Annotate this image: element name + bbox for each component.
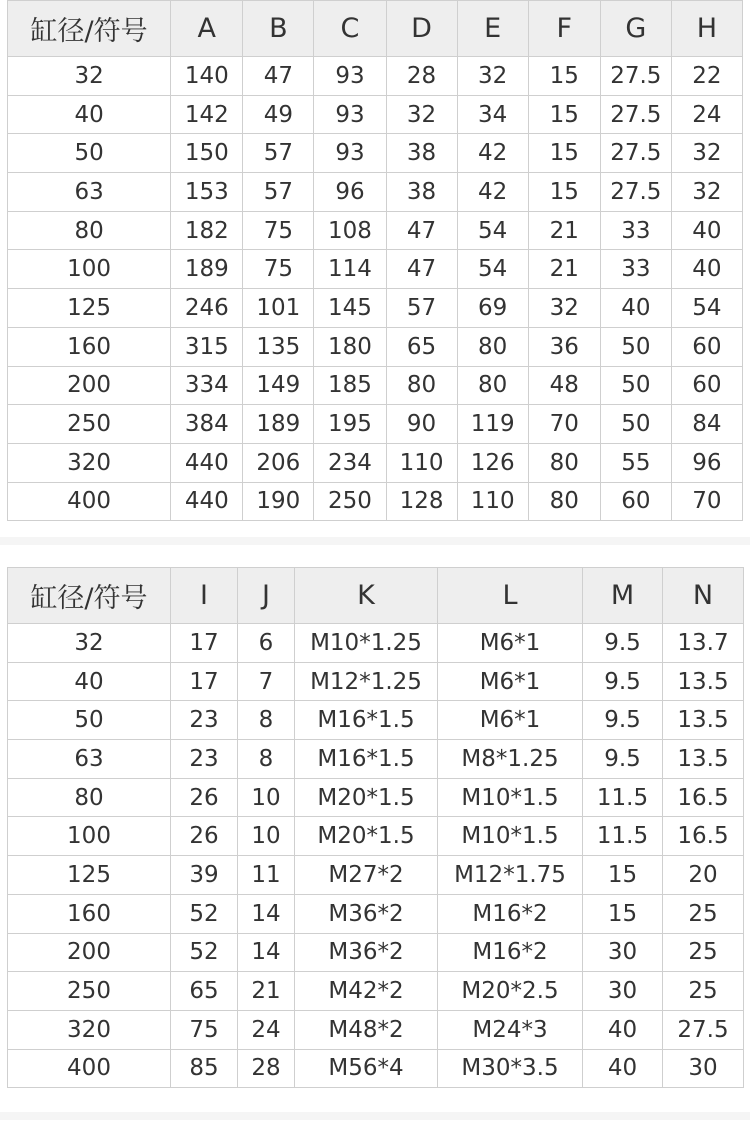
header-m: M — [583, 568, 663, 624]
value-cell: 15 — [528, 57, 600, 96]
value-cell: 119 — [457, 405, 528, 444]
value-cell: M16*2 — [438, 894, 583, 933]
value-cell: 246 — [171, 289, 243, 328]
value-cell: M16*1.5 — [295, 740, 438, 779]
header-f: F — [528, 1, 600, 57]
value-cell: 65 — [386, 327, 457, 366]
value-cell: 8 — [238, 701, 295, 740]
bore-cell: 32 — [8, 57, 171, 96]
table-row — [8, 662, 744, 701]
value-cell: 15 — [528, 134, 600, 173]
table-row — [8, 933, 744, 972]
dimension-table-i-n — [7, 567, 744, 1088]
header-d: D — [386, 1, 457, 57]
value-cell: 20 — [663, 856, 744, 895]
value-cell: 8 — [238, 740, 295, 779]
value-cell: M12*1.75 — [438, 856, 583, 895]
table-row — [8, 972, 744, 1011]
value-cell: 15 — [583, 894, 663, 933]
header-e: E — [457, 1, 528, 57]
bore-cell: 250 — [8, 405, 171, 444]
section-divider — [0, 1112, 750, 1120]
value-cell: 80 — [457, 366, 528, 405]
value-cell: 32 — [457, 57, 528, 96]
value-cell: M10*1.5 — [438, 778, 583, 817]
bore-cell: 63 — [8, 740, 171, 779]
value-cell: 24 — [671, 95, 742, 134]
header-c: C — [314, 1, 386, 57]
value-cell: 15 — [583, 856, 663, 895]
table-row — [8, 211, 743, 250]
value-cell: 315 — [171, 327, 243, 366]
value-cell: 9.5 — [583, 701, 663, 740]
value-cell: 60 — [671, 366, 742, 405]
header-row — [8, 1, 743, 57]
value-cell: 11 — [238, 856, 295, 895]
value-cell: 93 — [314, 57, 386, 96]
value-cell: 57 — [386, 289, 457, 328]
value-cell: M27*2 — [295, 856, 438, 895]
value-cell: 21 — [528, 250, 600, 289]
value-cell: 21 — [528, 211, 600, 250]
value-cell: 75 — [171, 1010, 238, 1049]
value-cell: 13.5 — [663, 662, 744, 701]
value-cell: 30 — [583, 972, 663, 1011]
value-cell: 32 — [671, 173, 742, 212]
value-cell: 14 — [238, 894, 295, 933]
value-cell: 110 — [457, 482, 528, 521]
value-cell: 33 — [600, 211, 671, 250]
table-body — [8, 624, 744, 1088]
value-cell: 195 — [314, 405, 386, 444]
value-cell: 36 — [528, 327, 600, 366]
value-cell: 101 — [243, 289, 314, 328]
value-cell: 96 — [671, 443, 742, 482]
value-cell: 190 — [243, 482, 314, 521]
value-cell: 57 — [243, 134, 314, 173]
value-cell: 16.5 — [663, 778, 744, 817]
value-cell: 50 — [600, 366, 671, 405]
value-cell: 85 — [171, 1049, 238, 1088]
header-n: N — [663, 568, 744, 624]
value-cell: 26 — [171, 778, 238, 817]
value-cell: 54 — [457, 250, 528, 289]
value-cell: 47 — [386, 211, 457, 250]
value-cell: M6*1 — [438, 624, 583, 663]
value-cell: 15 — [528, 95, 600, 134]
value-cell: 27.5 — [600, 95, 671, 134]
value-cell: 57 — [243, 173, 314, 212]
value-cell: 48 — [528, 366, 600, 405]
value-cell: 26 — [171, 817, 238, 856]
header-row — [8, 568, 744, 624]
value-cell: 189 — [243, 405, 314, 444]
value-cell: M48*2 — [295, 1010, 438, 1049]
value-cell: 440 — [171, 443, 243, 482]
value-cell: 234 — [314, 443, 386, 482]
value-cell: 30 — [583, 933, 663, 972]
value-cell: 40 — [671, 250, 742, 289]
value-cell: 93 — [314, 95, 386, 134]
value-cell: 38 — [386, 173, 457, 212]
header-bore-symbol: 缸径/符号 — [8, 1, 171, 57]
value-cell: 23 — [171, 701, 238, 740]
value-cell: 15 — [528, 173, 600, 212]
value-cell: 140 — [171, 57, 243, 96]
header-j: J — [238, 568, 295, 624]
value-cell: 23 — [171, 740, 238, 779]
header-k: K — [295, 568, 438, 624]
table-row — [8, 366, 743, 405]
value-cell: 25 — [663, 894, 744, 933]
value-cell: 250 — [314, 482, 386, 521]
value-cell: 114 — [314, 250, 386, 289]
bore-cell: 40 — [8, 95, 171, 134]
value-cell: 47 — [243, 57, 314, 96]
bore-cell: 80 — [8, 778, 171, 817]
value-cell: 32 — [386, 95, 457, 134]
value-cell: 11.5 — [583, 778, 663, 817]
value-cell: 38 — [386, 134, 457, 173]
value-cell: M42*2 — [295, 972, 438, 1011]
value-cell: 33 — [600, 250, 671, 289]
value-cell: 84 — [671, 405, 742, 444]
bore-cell: 320 — [8, 1010, 171, 1049]
value-cell: 10 — [238, 778, 295, 817]
bore-cell: 125 — [8, 289, 171, 328]
value-cell: 185 — [314, 366, 386, 405]
bore-cell: 200 — [8, 933, 171, 972]
value-cell: 54 — [671, 289, 742, 328]
table-body — [8, 57, 743, 521]
value-cell: 55 — [600, 443, 671, 482]
value-cell: 17 — [171, 624, 238, 663]
value-cell: M10*1.5 — [438, 817, 583, 856]
table-row — [8, 778, 744, 817]
value-cell: 24 — [238, 1010, 295, 1049]
value-cell: 80 — [528, 443, 600, 482]
bore-cell: 80 — [8, 211, 171, 250]
table-row — [8, 327, 743, 366]
table-row — [8, 817, 744, 856]
value-cell: M36*2 — [295, 894, 438, 933]
value-cell: 110 — [386, 443, 457, 482]
value-cell: M6*1 — [438, 662, 583, 701]
value-cell: M12*1.25 — [295, 662, 438, 701]
value-cell: 384 — [171, 405, 243, 444]
value-cell: 108 — [314, 211, 386, 250]
table-row — [8, 701, 744, 740]
value-cell: M24*3 — [438, 1010, 583, 1049]
table-row — [8, 443, 743, 482]
table-row — [8, 134, 743, 173]
bore-cell: 50 — [8, 134, 171, 173]
value-cell: 50 — [600, 405, 671, 444]
value-cell: 75 — [243, 250, 314, 289]
value-cell: 126 — [457, 443, 528, 482]
value-cell: 27.5 — [663, 1010, 744, 1049]
value-cell: 11.5 — [583, 817, 663, 856]
value-cell: 65 — [171, 972, 238, 1011]
value-cell: 52 — [171, 894, 238, 933]
table-row — [8, 856, 744, 895]
value-cell: 90 — [386, 405, 457, 444]
value-cell: M16*1.5 — [295, 701, 438, 740]
value-cell: 13.5 — [663, 740, 744, 779]
bore-cell: 160 — [8, 894, 171, 933]
value-cell: 70 — [671, 482, 742, 521]
table-row — [8, 1010, 744, 1049]
table-row — [8, 57, 743, 96]
value-cell: 189 — [171, 250, 243, 289]
value-cell: M20*1.5 — [295, 817, 438, 856]
value-cell: 47 — [386, 250, 457, 289]
table-row — [8, 1049, 744, 1088]
value-cell: 9.5 — [583, 740, 663, 779]
value-cell: 180 — [314, 327, 386, 366]
header-h: H — [671, 1, 742, 57]
value-cell: 93 — [314, 134, 386, 173]
value-cell: 17 — [171, 662, 238, 701]
bore-cell: 100 — [8, 250, 171, 289]
table-row — [8, 405, 743, 444]
value-cell: M56*4 — [295, 1049, 438, 1088]
value-cell: M8*1.25 — [438, 740, 583, 779]
value-cell: 40 — [671, 211, 742, 250]
value-cell: 70 — [528, 405, 600, 444]
value-cell: 80 — [528, 482, 600, 521]
value-cell: 27.5 — [600, 173, 671, 212]
value-cell: 40 — [600, 289, 671, 328]
value-cell: M10*1.25 — [295, 624, 438, 663]
value-cell: 27.5 — [600, 134, 671, 173]
bore-cell: 50 — [8, 701, 171, 740]
value-cell: M20*1.5 — [295, 778, 438, 817]
value-cell: 21 — [238, 972, 295, 1011]
value-cell: 149 — [243, 366, 314, 405]
value-cell: 334 — [171, 366, 243, 405]
value-cell: 9.5 — [583, 662, 663, 701]
value-cell: 54 — [457, 211, 528, 250]
value-cell: 153 — [171, 173, 243, 212]
value-cell: 34 — [457, 95, 528, 134]
header-b: B — [243, 1, 314, 57]
value-cell: 75 — [243, 211, 314, 250]
value-cell: 9.5 — [583, 624, 663, 663]
value-cell: 40 — [583, 1010, 663, 1049]
value-cell: M16*2 — [438, 933, 583, 972]
bore-cell: 200 — [8, 366, 171, 405]
value-cell: 60 — [600, 482, 671, 521]
value-cell: 28 — [238, 1049, 295, 1088]
value-cell: 40 — [583, 1049, 663, 1088]
value-cell: 6 — [238, 624, 295, 663]
value-cell: 32 — [528, 289, 600, 328]
value-cell: 42 — [457, 134, 528, 173]
table-row — [8, 173, 743, 212]
value-cell: 14 — [238, 933, 295, 972]
value-cell: 52 — [171, 933, 238, 972]
value-cell: 27.5 — [600, 57, 671, 96]
value-cell: 10 — [238, 817, 295, 856]
value-cell: 440 — [171, 482, 243, 521]
value-cell: 13.5 — [663, 701, 744, 740]
value-cell: 69 — [457, 289, 528, 328]
value-cell: 22 — [671, 57, 742, 96]
bore-cell: 320 — [8, 443, 171, 482]
bore-cell: 125 — [8, 856, 171, 895]
value-cell: 25 — [663, 972, 744, 1011]
value-cell: 50 — [600, 327, 671, 366]
table-row — [8, 482, 743, 521]
value-cell: 128 — [386, 482, 457, 521]
value-cell: 145 — [314, 289, 386, 328]
value-cell: M30*3.5 — [438, 1049, 583, 1088]
value-cell: 142 — [171, 95, 243, 134]
value-cell: M20*2.5 — [438, 972, 583, 1011]
value-cell: 80 — [457, 327, 528, 366]
table-row — [8, 740, 744, 779]
table-row — [8, 894, 744, 933]
header-g: G — [600, 1, 671, 57]
value-cell: 28 — [386, 57, 457, 96]
bore-cell: 100 — [8, 817, 171, 856]
header-a: A — [171, 1, 243, 57]
value-cell: 60 — [671, 327, 742, 366]
table-row — [8, 250, 743, 289]
value-cell: 16.5 — [663, 817, 744, 856]
value-cell: 7 — [238, 662, 295, 701]
value-cell: M6*1 — [438, 701, 583, 740]
value-cell: 25 — [663, 933, 744, 972]
bore-cell: 63 — [8, 173, 171, 212]
value-cell: 182 — [171, 211, 243, 250]
value-cell: 30 — [663, 1049, 744, 1088]
value-cell: 13.7 — [663, 624, 744, 663]
section-divider — [0, 537, 750, 545]
table-row — [8, 95, 743, 134]
value-cell: 80 — [386, 366, 457, 405]
header-bore-symbol: 缸径/符号 — [8, 568, 171, 624]
header-l: L — [438, 568, 583, 624]
bore-cell: 40 — [8, 662, 171, 701]
bore-cell: 400 — [8, 482, 171, 521]
value-cell: 96 — [314, 173, 386, 212]
bore-cell: 250 — [8, 972, 171, 1011]
value-cell: 42 — [457, 173, 528, 212]
table-row — [8, 624, 744, 663]
value-cell: 49 — [243, 95, 314, 134]
value-cell: 150 — [171, 134, 243, 173]
value-cell: 135 — [243, 327, 314, 366]
header-i: I — [171, 568, 238, 624]
value-cell: 206 — [243, 443, 314, 482]
table-row — [8, 289, 743, 328]
bore-cell: 400 — [8, 1049, 171, 1088]
bore-cell: 32 — [8, 624, 171, 663]
dimension-table-a-h — [7, 0, 743, 521]
value-cell: 39 — [171, 856, 238, 895]
value-cell: 32 — [671, 134, 742, 173]
value-cell: M36*2 — [295, 933, 438, 972]
bore-cell: 160 — [8, 327, 171, 366]
